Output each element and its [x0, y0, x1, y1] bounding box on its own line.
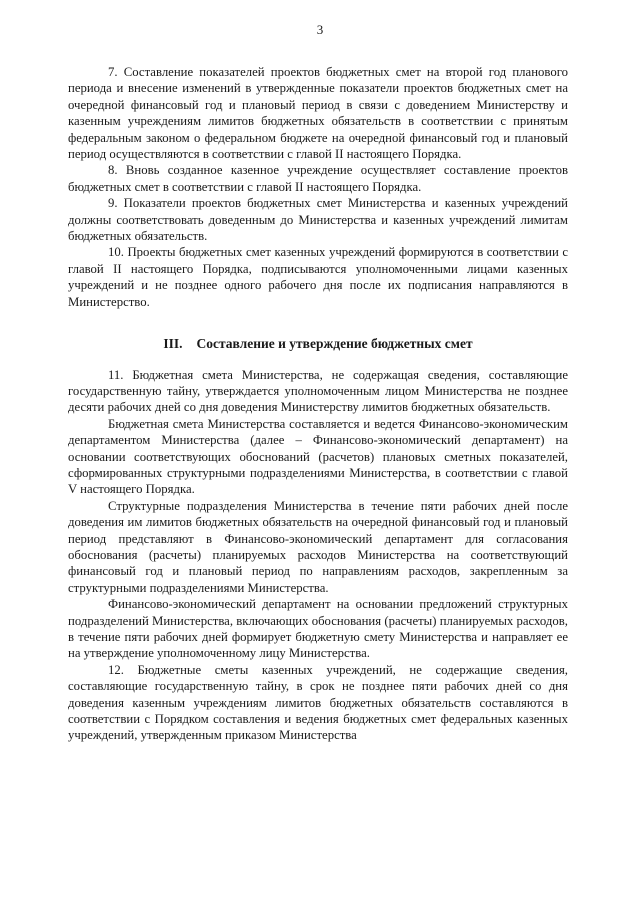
paragraph-11: 11. Бюджетная смета Министерства, не содержащая сведения, составляющие государственную тайну, утверждается уполномоченным лицом Министерства не позднее десяти рабочих дней со дня доведения Министерству лимитов бюджетных обязательств.	[68, 367, 568, 415]
section-title: Составление и утверждение бюджетных смет	[196, 336, 473, 352]
paragraph-11-structural-units: Структурные подразделения Министерства в течение пяти рабочих дней после доведения им лимитов бюджетных обязательств на очередной финансовый год и плановый период представляют в Финансово-экономический департамент для согласования обоснования (расчеты) планируемых расходов Министерства на соответствующий финансовый год и плановый период по направлениям расходов, закрепленным за структурными подразделениями Министерства.	[68, 498, 568, 595]
paragraph-8: 8. Вновь созданное казенное учреждение осуществляет составление проектов бюджетных смет в соответствии с главой II настоящего Порядка.	[68, 163, 568, 194]
section-number: III.	[163, 336, 183, 352]
paragraph-10: 10. Проекты бюджетных смет казенных учреждений формируются в соответствии с главой II настоящего Порядка, подписываются уполномоченными лицами казенных учреждений и не позднее одного рабочего дня после их подписания направляются в Министерство.	[68, 245, 568, 309]
paragraph-11-estimate-preparation: Бюджетная смета Министерства составляется и ведется Финансово-экономическим департаментом Министерства (далее – Финансово-экономический департамент) на основании соответствующих обоснований (расчетов) плановых сметных показателей, сформированных структурными подразделениями Министерства, в соответствии с главой V настоящего Порядка.	[68, 416, 568, 497]
paragraph-12: 12. Бюджетные сметы казенных учреждений, не содержащие сведения, составляющие государственную тайну, в срок не позднее пяти рабочих дней со дня доведения казенным учреждениям лимитов бюджетных обязательств составляются в соответствии с Порядком составления и ведения бюджетных смет федеральных казенных учреждений, утвержденным приказом Министерства	[68, 662, 568, 743]
paragraph-9: 9. Показатели проектов бюджетных смет Министерства и казенных учреждений должны соответствовать доведенным до Министерства и казенных учреждений лимитам бюджетных обязательств.	[68, 196, 568, 244]
paragraph-11-finance-department: Финансово-экономический департамент на основании предложений структурных подразделений Министерства, включающих обоснования (расчеты) планируемых расходов, в течение пяти рабочих дней формирует бюджетную смету Министерства и направляет ее на утверждение уполномоченному лицу Министерства.	[68, 597, 568, 661]
section-heading	[68, 336, 568, 352]
paragraph-7: 7. Составление показателей проектов бюджетных смет на второй год планового периода и внесение изменений в утвержденные показатели проектов бюджетных смет на очередной финансовый год и плановый период в связи с доведением Министерству и казенным учреждениям лимитов бюджетных обязательств в соответствии с принятым федеральным законом о федеральном бюджете на очередной финансовый год и плановый период осуществляются в соответствии с главой II настоящего Порядка.	[68, 65, 568, 162]
document-body	[68, 64, 568, 744]
page-number: 3	[316, 22, 324, 37]
